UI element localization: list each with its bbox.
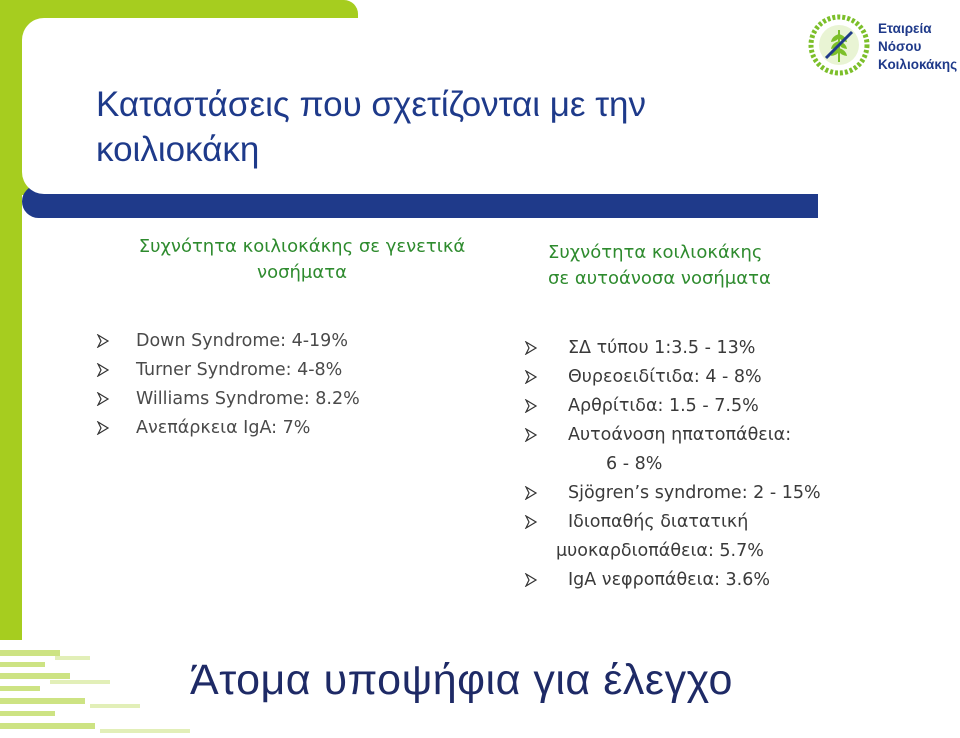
arrowhead-bullet-icon bbox=[96, 363, 110, 377]
list-item bbox=[96, 385, 360, 414]
right-heading-line-1: Συχνότητα κοιλιοκάκης bbox=[548, 242, 763, 263]
list-item bbox=[524, 479, 821, 508]
arrowhead-bullet-icon bbox=[524, 428, 538, 442]
list-item-text: Αρθρίτιδα: 1.5 - 7.5% bbox=[568, 396, 759, 416]
list-item-text: Williams Syndrome: 8.2% bbox=[136, 389, 360, 409]
list-item bbox=[524, 421, 821, 479]
arrowhead-bullet-icon bbox=[524, 486, 538, 500]
list-item bbox=[524, 508, 821, 566]
list-item-text: Ιδιοπαθής διατατική bbox=[568, 512, 749, 532]
list-item bbox=[96, 356, 360, 385]
list-item-text: Αυτοάνοση ηπατοπάθεια: bbox=[568, 425, 792, 445]
list-item bbox=[524, 392, 821, 421]
list-item-text: IgA νεφροπάθεια: 3.6% bbox=[568, 570, 771, 590]
autoimmune-conditions-list bbox=[524, 334, 821, 595]
arrowhead-bullet-icon bbox=[524, 370, 538, 384]
left-heading-line-1: Συχνότητα κοιλιοκάκης σε γενετικά bbox=[138, 236, 466, 257]
arrowhead-bullet-icon bbox=[524, 573, 538, 587]
arrowhead-bullet-icon bbox=[96, 421, 110, 435]
society-logo bbox=[808, 14, 956, 80]
slide-title: Καταστάσεις που σχετίζονται με την κοιλιοκάκη bbox=[96, 85, 647, 169]
logo-line-3: Κοιλιοκάκης bbox=[878, 57, 958, 72]
list-item-text: Turner Syndrome: 4-8% bbox=[136, 360, 343, 380]
left-heading-line-2: νοσήματα bbox=[257, 262, 347, 283]
arrowhead-bullet-icon bbox=[524, 515, 538, 529]
right-column-heading bbox=[548, 240, 928, 292]
list-item-text: Θυρεοειδίτιδα: 4 - 8% bbox=[568, 367, 762, 387]
list-item-text: Ανεπάρκεια IgA: 7% bbox=[136, 418, 311, 438]
list-item bbox=[96, 414, 360, 443]
list-item bbox=[96, 327, 360, 356]
arrowhead-bullet-icon bbox=[96, 334, 110, 348]
list-item-text: Sjögren’s syndrome: 2 - 15% bbox=[568, 483, 821, 503]
logo-text bbox=[878, 20, 958, 74]
right-heading-line-2: σε αυτοάνοσα νοσήματα bbox=[548, 268, 771, 289]
arrowhead-bullet-icon bbox=[96, 392, 110, 406]
list-item bbox=[524, 334, 821, 363]
list-item-text: Down Syndrome: 4-19% bbox=[136, 331, 348, 351]
bottom-title: Άτομα υποψήφια για έλεγχο bbox=[190, 656, 733, 704]
list-item bbox=[524, 363, 821, 392]
genetic-conditions-list bbox=[96, 327, 360, 443]
wheat-logo-icon bbox=[808, 14, 870, 76]
list-item-continuation: μυοκαρδιοπάθεια: 5.7% bbox=[556, 541, 764, 561]
decorative-wave-pattern bbox=[0, 640, 200, 738]
logo-line-2: Νόσου bbox=[878, 39, 922, 54]
logo-line-1: Εταιρεία bbox=[878, 21, 932, 36]
left-column-heading bbox=[92, 234, 512, 286]
list-item-continuation: 6 - 8% bbox=[606, 454, 663, 474]
list-item-text: ΣΔ τύπου 1:3.5 - 13% bbox=[568, 338, 756, 358]
list-item bbox=[524, 566, 821, 595]
arrowhead-bullet-icon bbox=[524, 341, 538, 355]
arrowhead-bullet-icon bbox=[524, 399, 538, 413]
